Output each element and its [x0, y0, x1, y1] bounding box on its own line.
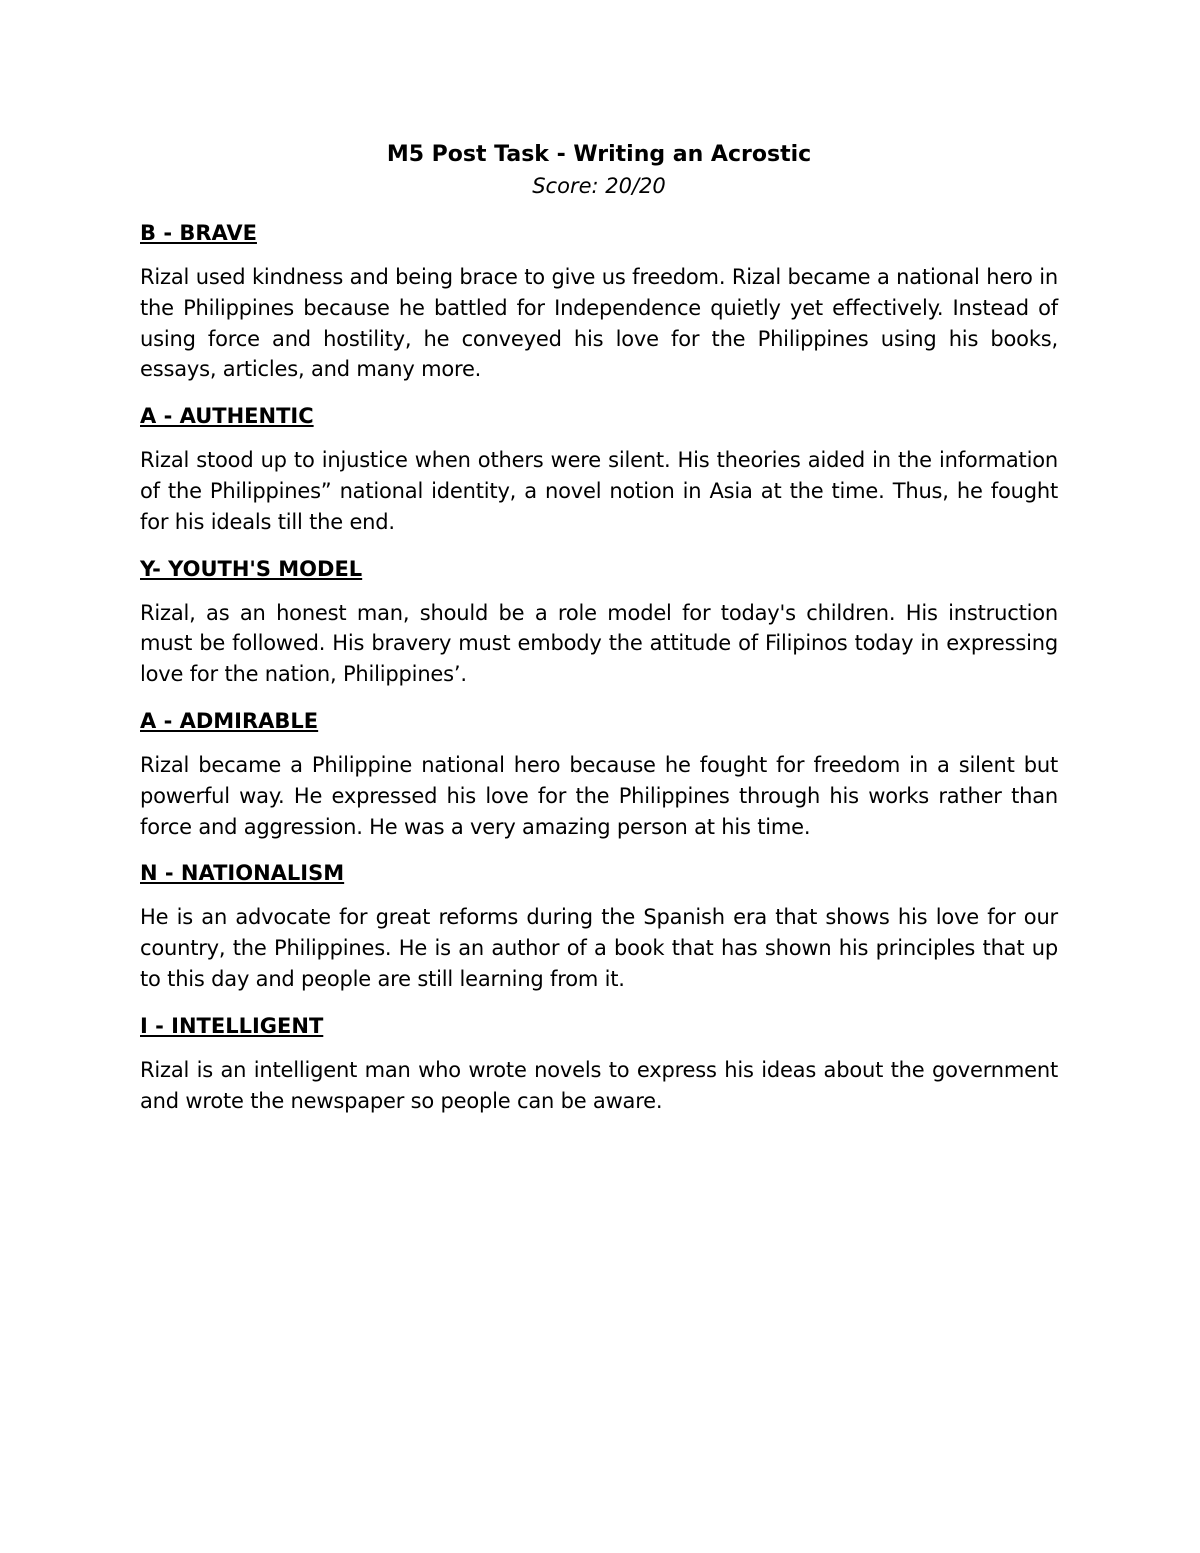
- document-title: M5 Post Task - Writing an Acrostic: [386, 142, 812, 167]
- section-admirable: [140, 706, 1058, 842]
- section-heading: A - AUTHENTIC: [140, 404, 314, 429]
- section-paragraph: Rizal used kindness and being brace to give us freedom. Rizal became a national hero in the Philippines because he battled for Independence quietly yet effectively. Instead of using force and hostility, he conveyed his love for the Philippines using his books, essays, articles, and many more.: [140, 265, 1058, 382]
- score-line: Score: 20/20: [532, 174, 666, 198]
- section-intelligent: [140, 1011, 1058, 1117]
- document-page: [140, 138, 1058, 1132]
- section-authentic: [140, 401, 1058, 537]
- section-paragraph: Rizal, as an honest man, should be a role model for today's children. His instruction must be followed. His bravery must embody the attitude of Filipinos today in expressing love for the nation, Philippines’.: [140, 600, 1058, 687]
- section-paragraph: Rizal stood up to injustice when others were silent. His theories aided in the information of the Philippines” national identity, a novel notion in Asia at the time. Thus, he fought for his ideals till the end.: [140, 448, 1058, 534]
- section-heading: B - BRAVE: [140, 221, 257, 245]
- section-heading: I - INTELLIGENT: [140, 1013, 324, 1038]
- section-paragraph: Rizal became a Philippine national hero because he fought for freedom in a silent but powerful way. He expressed his love for the Philippines through his works rather than force and aggression. He was a very amazing person at his time.: [140, 752, 1058, 839]
- section-heading: A - ADMIRABLE: [140, 708, 319, 733]
- section-heading: Y- YOUTH'S MODEL: [140, 556, 363, 581]
- section-youths-model: [140, 554, 1058, 690]
- section-heading: N - NATIONALISM: [140, 861, 345, 886]
- section-paragraph: Rizal is an intelligent man who wrote novels to express his ideas about the government and wrote the newspaper so people can be aware.: [140, 1057, 1058, 1113]
- section-paragraph: He is an advocate for great reforms during the Spanish era that shows his love for our country, the Philippines. He is an author of a book that has shown his principles that up to this day and people are still learning from it.: [140, 905, 1058, 991]
- section-nationalism: [140, 858, 1058, 994]
- section-brave: [140, 218, 1058, 385]
